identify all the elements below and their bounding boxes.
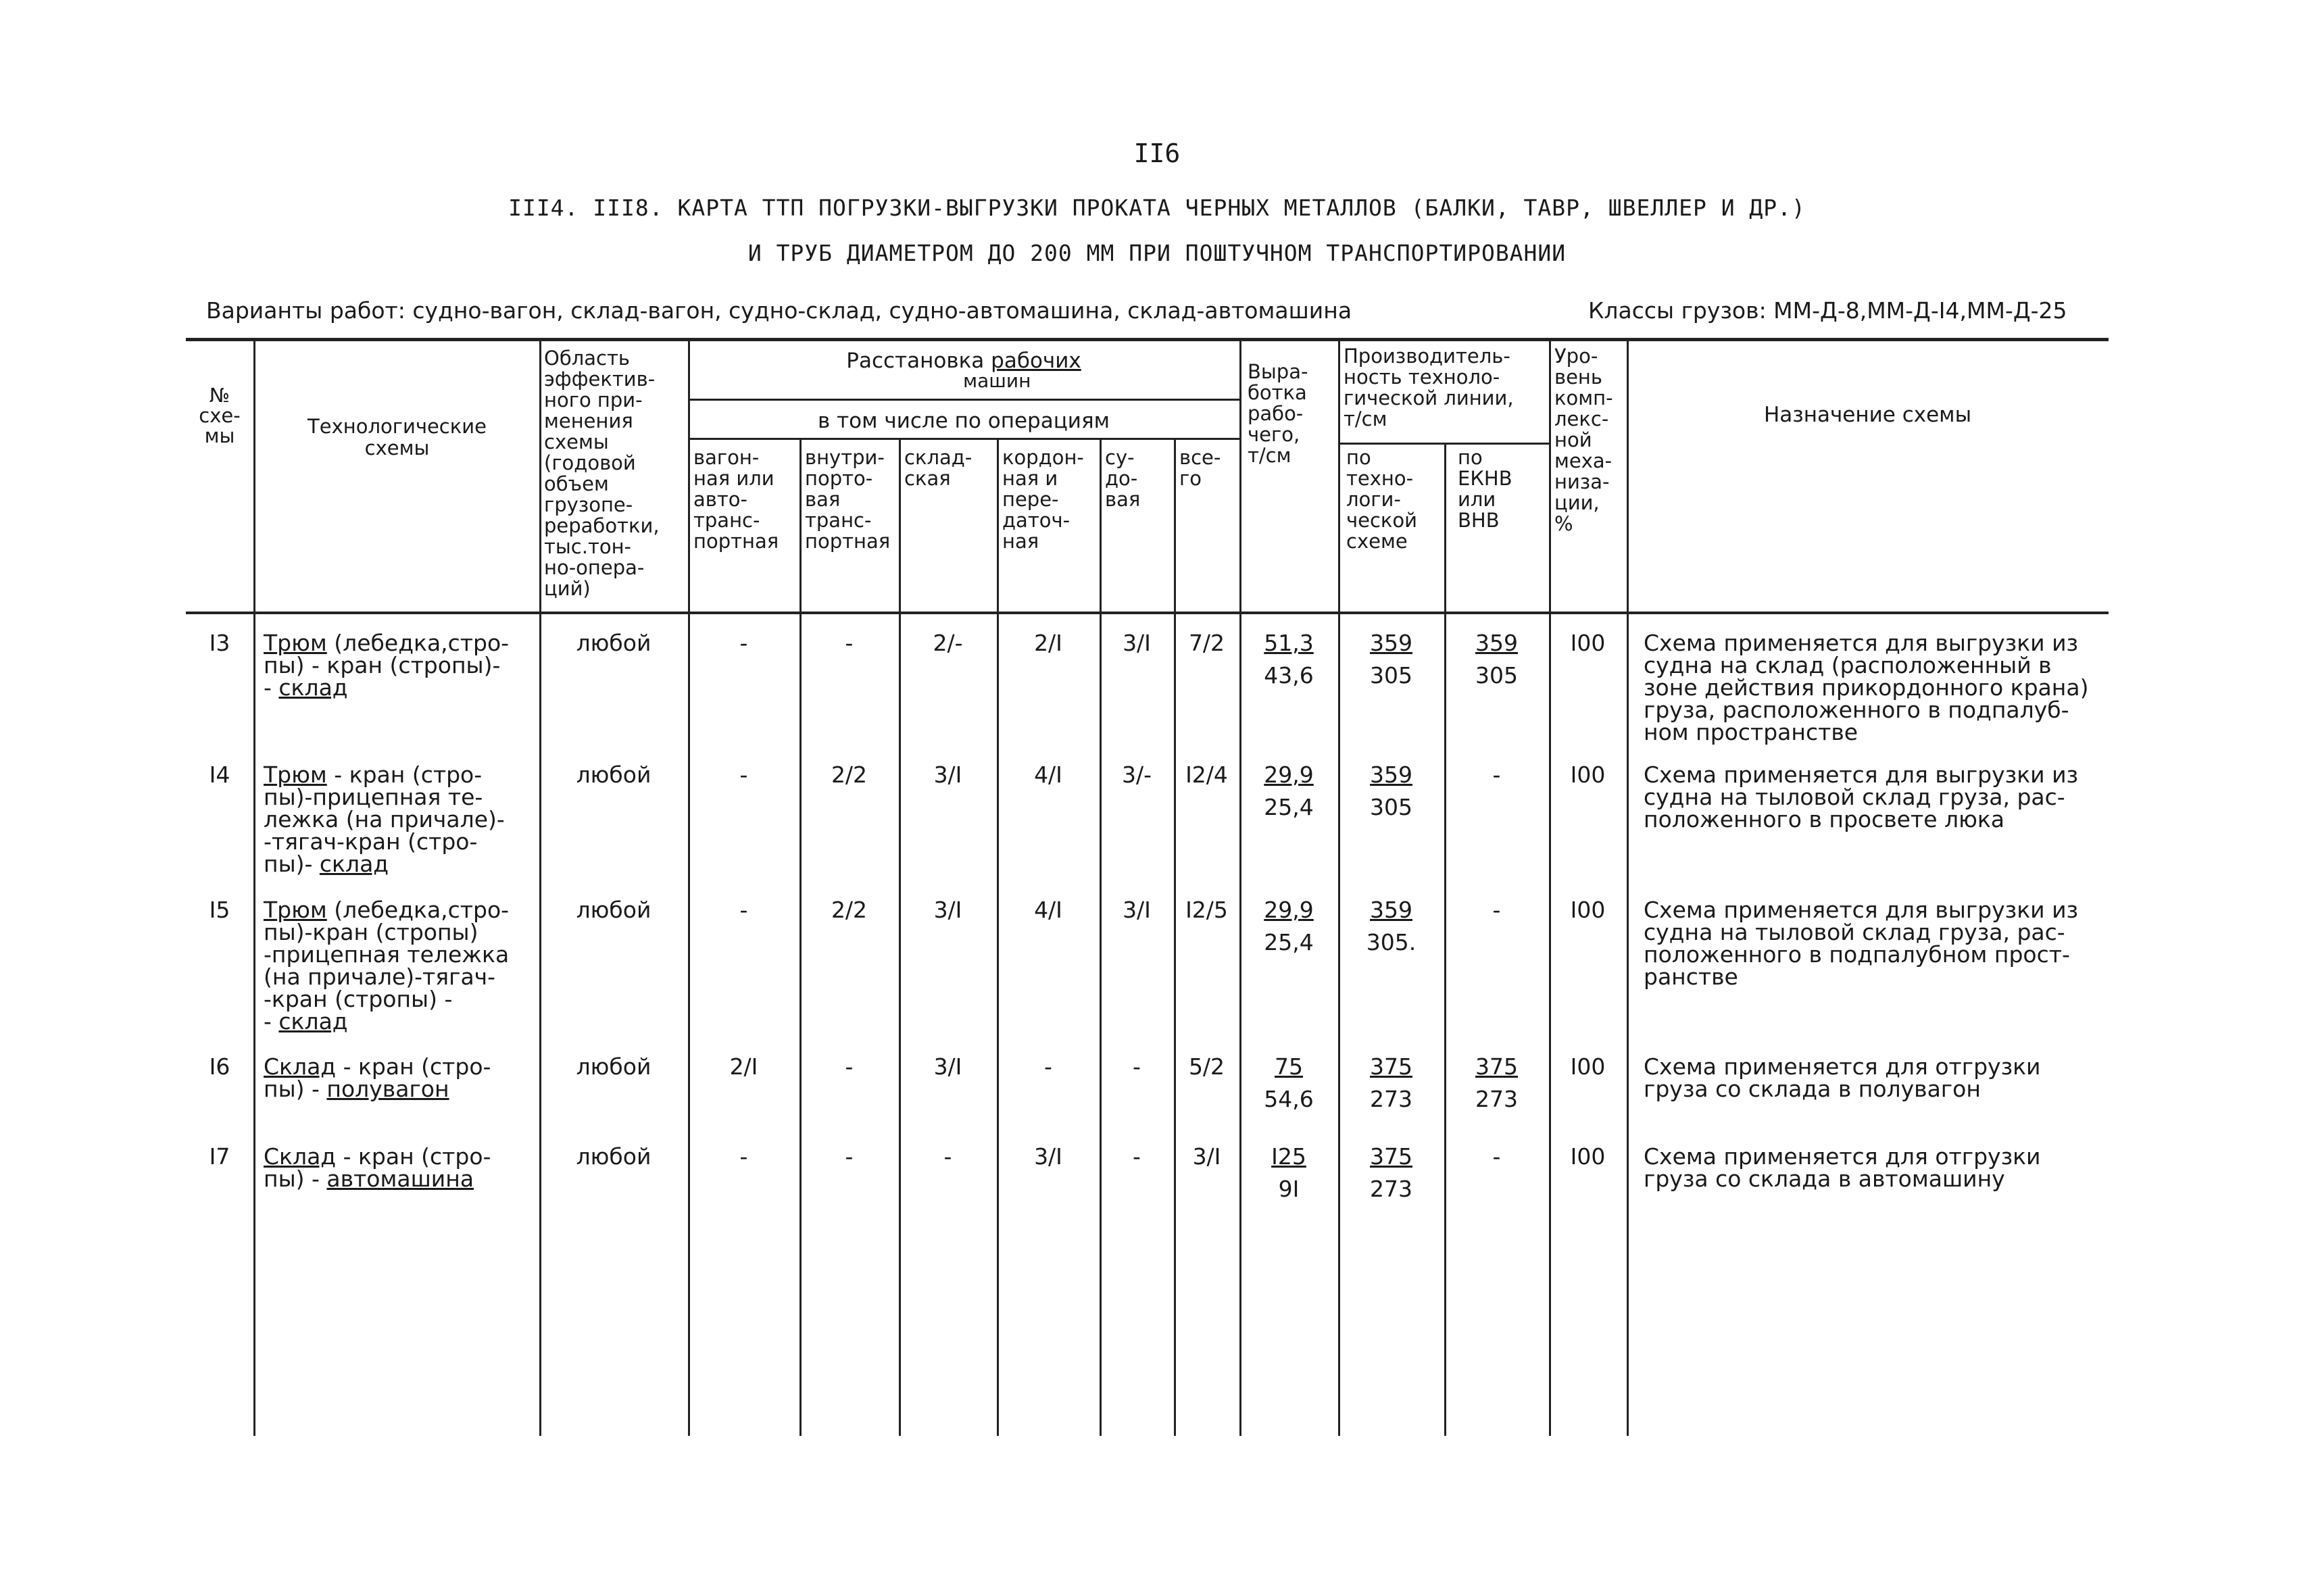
header-area-line: объем <box>544 472 609 495</box>
tech-term-underlined: Трюм <box>264 762 327 788</box>
header-area <box>544 348 689 599</box>
row-op-value: 3/- <box>1121 762 1152 788</box>
header-output-line: рабо- <box>1248 402 1304 425</box>
header-op-1-line: транс- <box>805 509 872 532</box>
tech-text: -тягач-кран (стро- <box>264 828 478 855</box>
header-op-3-line: кордон- <box>1002 446 1084 469</box>
row-prod-ekhv: - <box>1492 1143 1501 1170</box>
row-prod-scheme-bottom: 273 <box>1370 1176 1412 1202</box>
header-mech-level-line: комп- <box>1554 386 1613 409</box>
work-variants: Варианты работ: судно-вагон, склад-вагон, судно-склад, судно-автомашина, склад-автомашина <box>206 297 1352 324</box>
header-op-1 <box>805 447 897 552</box>
tech-text: лежка (на причале)- <box>264 806 505 832</box>
rule-placement-sub <box>688 399 1239 401</box>
row-output-bottom: 9I <box>1278 1176 1300 1202</box>
col-rule-0 <box>253 338 255 1436</box>
header-op-4-line: су- <box>1105 446 1135 469</box>
row-op-value: 4/I <box>1034 762 1062 788</box>
header-op-0-line: портная <box>693 530 779 553</box>
tech-line <box>264 1078 537 1100</box>
row-op-value: 3/I <box>1123 630 1151 656</box>
header-tech-schemes-line: Технологические <box>307 415 487 438</box>
tech-line <box>264 830 537 853</box>
row-prod-scheme-top: 375 <box>1370 1053 1412 1080</box>
header-op-1-line: внутри- <box>805 446 885 469</box>
row-mech-level: I00 <box>1570 1143 1606 1170</box>
op-rule-2 <box>997 439 999 1436</box>
header-area-line: схемы <box>544 430 609 453</box>
header-prod-by-scheme-line: ческой <box>1346 509 1418 532</box>
purpose-line: Схема применяется для выгрузки из <box>1644 630 2079 656</box>
row-op-value: - <box>845 1053 854 1080</box>
header-area-line: грузопе- <box>544 493 633 516</box>
header-prod-by-scheme-line: схеме <box>1346 530 1408 553</box>
header-op-1-line: порто- <box>805 467 873 490</box>
row-tech-scheme <box>264 764 537 875</box>
row-prod-scheme-top: 359 <box>1370 630 1412 656</box>
row-num: I6 <box>209 1053 230 1080</box>
tech-line <box>264 943 537 966</box>
tech-text: - кран (стро- <box>326 762 483 788</box>
row-op-value: - <box>845 1143 854 1170</box>
row-op-value: 3/I <box>933 897 962 923</box>
row-op-value: I2/4 <box>1185 762 1228 788</box>
header-op-2-line: ская <box>904 467 951 490</box>
tech-term-underlined: автомашина <box>326 1166 474 1192</box>
tech-text: - кран (стро- <box>336 1143 491 1170</box>
tech-term-underlined: Склад <box>264 1053 337 1080</box>
header-mech-level <box>1554 346 1629 534</box>
header-op-5-line: все- <box>1179 446 1221 469</box>
header-mech-level-line: меха- <box>1554 449 1613 472</box>
row-op-value: 3/I <box>1034 1143 1062 1170</box>
row-output-bottom: 25,4 <box>1264 794 1314 820</box>
title-line-2: И ТРУБ ДИАМЕТРОМ ДО 200 ММ ПРИ ПОШТУЧНОМ ТРАНСПОРТИРОВАНИИ <box>747 240 1567 266</box>
header-op-5-line: го <box>1179 467 1202 490</box>
row-output-bottom: 25,4 <box>1264 929 1314 955</box>
row-op-value: 2/2 <box>831 762 868 788</box>
row-mech-level: I00 <box>1570 630 1606 656</box>
header-op-1-line: вая <box>805 488 841 511</box>
header-op-0-line: ная или <box>693 467 774 490</box>
tech-term-underlined: полувагон <box>326 1076 449 1102</box>
header-op-0-line: авто- <box>693 488 747 511</box>
row-op-value: 2/I <box>1034 630 1062 656</box>
row-num: I7 <box>209 1143 230 1170</box>
tech-text: пы) - <box>264 1076 327 1102</box>
row-mech-level: I00 <box>1570 897 1606 923</box>
tech-term-underlined: склад <box>319 851 389 877</box>
header-scheme-number-line: мы <box>204 424 235 447</box>
header-prod-by-ekhv-line: ЕКНВ <box>1458 467 1512 490</box>
page-number: II6 <box>1133 139 1181 168</box>
purpose-line: Схема применяется для отгрузки <box>1644 1053 2041 1080</box>
header-output <box>1248 361 1342 466</box>
header-output-line: т/см <box>1248 444 1291 467</box>
row-mech-level: I00 <box>1570 762 1606 788</box>
header-including: в том числе по операциям <box>818 409 1110 433</box>
tech-term-underlined: склад <box>278 674 348 701</box>
header-output-line: чего, <box>1248 423 1300 446</box>
tech-term-underlined: Трюм <box>264 897 327 923</box>
tech-line <box>264 786 537 808</box>
tech-text: -кран (стропы) - <box>264 986 453 1012</box>
row-op-value: - <box>845 630 854 656</box>
purpose-line: судна на тыловой склад груза, рас- <box>1644 919 2065 945</box>
header-prod-by-scheme-line: логи- <box>1346 488 1401 511</box>
tech-line <box>264 921 537 943</box>
row-op-value: - <box>739 630 748 656</box>
row-purpose <box>1644 1055 2117 1100</box>
row-tech-scheme <box>264 1145 537 1190</box>
header-prod-by-scheme <box>1346 447 1441 552</box>
header-op-2 <box>904 447 995 489</box>
tech-term-underlined: Трюм <box>264 630 327 656</box>
header-mech-level-line: ции, <box>1554 491 1600 514</box>
tech-text: -прицепная тележка <box>264 941 510 968</box>
tech-text: пы)-прицепная те- <box>264 784 483 810</box>
tech-line <box>264 899 537 921</box>
header-op-4 <box>1105 447 1173 510</box>
row-area: любой <box>576 762 651 788</box>
row-purpose <box>1644 899 2117 988</box>
header-area-line: но-опера- <box>544 556 645 579</box>
header-output-line: Выра- <box>1248 360 1308 383</box>
row-output-top: 51,3 <box>1264 630 1314 656</box>
header-op-3-line: даточ- <box>1002 509 1070 532</box>
tech-term-underlined: склад <box>278 1008 348 1034</box>
row-tech-scheme <box>264 899 537 1032</box>
cargo-classes: Классы грузов: ММ-Д-8,ММ-Д-I4,ММ-Д-25 <box>1588 297 2067 324</box>
row-area: любой <box>576 1053 651 1080</box>
row-mech-level: I00 <box>1570 1053 1606 1080</box>
header-mech-level-line: низа- <box>1554 470 1610 493</box>
header-prod-by-scheme-line: техно- <box>1346 467 1414 490</box>
row-op-value: 3/I <box>1192 1143 1221 1170</box>
header-placement-sub: машин <box>963 370 1031 392</box>
row-prod-ekhv-bottom: 273 <box>1475 1086 1518 1112</box>
tech-text: - <box>264 674 279 701</box>
purpose-line: груза со склада в автомашину <box>1644 1166 2005 1192</box>
tech-text: - кран (стро- <box>336 1053 491 1080</box>
header-tech-schemes <box>260 416 534 459</box>
row-output-bottom: 54,6 <box>1264 1086 1314 1112</box>
header-scheme-number <box>189 385 250 446</box>
header-op-5 <box>1179 447 1238 489</box>
header-placement-text: Расстановка <box>846 349 991 373</box>
header-placement-underlined: рабочих <box>991 349 1081 373</box>
row-purpose <box>1644 764 2117 830</box>
purpose-line: судна на тыловой склад груза, рас- <box>1644 784 2065 810</box>
header-op-0-line: вагон- <box>693 446 760 469</box>
tech-line <box>264 808 537 830</box>
row-num: I4 <box>209 762 230 788</box>
header-prod-by-scheme-line: по <box>1346 446 1371 469</box>
row-prod-scheme-bottom: 273 <box>1370 1086 1412 1112</box>
row-output-bottom: 43,6 <box>1264 662 1314 689</box>
row-tech-scheme <box>264 1055 537 1100</box>
row-area: любой <box>576 630 651 656</box>
row-prod-scheme-top: 359 <box>1370 762 1412 788</box>
row-purpose <box>1644 632 2117 743</box>
tech-line <box>264 966 537 988</box>
tech-line <box>264 632 537 654</box>
row-purpose <box>1644 1145 2117 1190</box>
row-output-top: 29,9 <box>1264 897 1314 923</box>
row-op-value: - <box>1133 1143 1141 1170</box>
row-prod-scheme-bottom: 305. <box>1366 929 1417 955</box>
header-area-line: эффектив- <box>544 368 656 391</box>
tech-text: пы) - <box>264 1166 327 1192</box>
header-scheme-number-line: № <box>209 384 230 407</box>
rule-top <box>186 338 2109 341</box>
tech-text: пы)- <box>264 851 320 877</box>
tech-line <box>264 1168 537 1190</box>
row-prod-ekhv: - <box>1492 762 1501 788</box>
header-op-2-line: склад- <box>904 446 973 469</box>
row-op-value: - <box>739 1143 748 1170</box>
purpose-line: Схема применяется для выгрузки из <box>1644 897 2079 923</box>
col-rule-1 <box>539 338 541 1436</box>
header-mech-level-line: ной <box>1554 428 1592 451</box>
row-output-top: 29,9 <box>1264 762 1314 788</box>
tech-text: (лебедка,стро- <box>326 630 510 656</box>
header-prod-by-ekhv <box>1458 447 1546 531</box>
header-area-line: Область <box>544 347 630 370</box>
tech-text: пы)-кран (стропы) <box>264 919 478 945</box>
header-op-3-line: ная <box>1002 530 1039 553</box>
tech-line <box>264 853 537 875</box>
op-rule-3 <box>1100 439 1102 1436</box>
header-op-4-line: до- <box>1105 467 1138 490</box>
row-op-value: 2/I <box>729 1053 758 1080</box>
header-productivity-line: т/см <box>1344 407 1387 430</box>
row-op-value: 2/- <box>933 630 963 656</box>
tech-text: (лебедка,стро- <box>326 897 510 923</box>
header-op-0-line: транс- <box>693 509 760 532</box>
header-tech-schemes-line: схемы <box>364 437 430 459</box>
title-line-1: III4. III8. КАРТА ТТП ПОГРУЗКИ-ВЫГРУЗКИ ПРОКАТА ЧЕРНЫХ МЕТАЛЛОВ (БАЛКИ, ТАВР, ШВЕЛЛЕР И ДР.) <box>508 195 1806 221</box>
purpose-line: ном пространстве <box>1644 719 1858 745</box>
tech-line <box>264 1010 537 1032</box>
header-mech-level-line: вень <box>1554 366 1602 389</box>
purpose-line: положенного в просвете люка <box>1644 806 2005 832</box>
header-mech-level-line: лекс- <box>1554 407 1609 430</box>
row-num: I5 <box>209 897 230 923</box>
col-rule-3 <box>1239 338 1241 1436</box>
tech-text: - <box>264 1008 279 1034</box>
row-op-value: - <box>739 762 748 788</box>
tech-text: пы) - кран (стропы)- <box>264 652 501 678</box>
purpose-line: Схема применяется для выгрузки из <box>1644 762 2079 788</box>
header-mech-level-line: % <box>1554 512 1573 535</box>
row-op-value: 3/I <box>933 762 962 788</box>
col-rule-4 <box>1338 338 1340 1436</box>
row-tech-scheme <box>264 632 537 699</box>
header-area-line: ного при- <box>544 389 643 412</box>
tech-line <box>264 1145 537 1168</box>
header-op-1-line: портная <box>805 530 891 553</box>
op-rule-0 <box>799 439 802 1436</box>
tech-line <box>264 988 537 1010</box>
row-prod-ekhv-top: 375 <box>1475 1053 1518 1080</box>
tech-line <box>264 654 537 676</box>
header-op-0 <box>693 447 798 552</box>
row-area: любой <box>576 1143 651 1170</box>
row-op-value: 3/I <box>933 1053 962 1080</box>
header-prod-by-ekhv-line: или <box>1458 488 1496 511</box>
tech-line <box>264 764 537 786</box>
purpose-line: положенного в подпалубном прост- <box>1644 941 2070 968</box>
header-mech-level-line: Уро- <box>1554 345 1598 368</box>
col-rule-5 <box>1549 338 1551 1436</box>
row-num: I3 <box>209 630 230 656</box>
header-prod-by-ekhv-line: ВНВ <box>1458 509 1500 532</box>
row-op-value: 3/I <box>1123 897 1151 923</box>
row-op-value: - <box>739 897 748 923</box>
header-area-line: реработки, <box>544 514 660 537</box>
row-op-value: - <box>943 1143 952 1170</box>
purpose-line: судна на склад (расположенный в <box>1644 652 2052 678</box>
header-op-3-line: пере- <box>1002 488 1059 511</box>
header-placement <box>688 350 1239 372</box>
row-op-value: 7/2 <box>1188 630 1225 656</box>
header-op-3 <box>1002 447 1098 552</box>
header-area-line: (годовой <box>544 451 636 474</box>
rule-prod-sub <box>1338 443 1549 445</box>
row-op-value: 5/2 <box>1188 1053 1225 1080</box>
header-prod-by-ekhv-line: по <box>1458 446 1483 469</box>
row-prod-scheme-top: 375 <box>1370 1143 1412 1170</box>
tech-term-underlined: Склад <box>264 1143 337 1170</box>
header-area-line: менения <box>544 409 633 432</box>
rule-incl-bottom <box>688 438 1239 440</box>
row-op-value: 2/2 <box>831 897 868 923</box>
header-scheme-number-line: схе- <box>199 404 241 427</box>
row-output-top: I25 <box>1271 1143 1306 1170</box>
op-rule-1 <box>899 439 901 1436</box>
row-op-value: - <box>1133 1053 1141 1080</box>
purpose-line: ранстве <box>1644 964 1738 990</box>
purpose-line: груза, расположенного в подпалуб- <box>1644 697 2069 723</box>
purpose-line: Схема применяется для отгрузки <box>1644 1143 2041 1170</box>
row-prod-ekhv: - <box>1492 897 1501 923</box>
op-rule-4 <box>1174 439 1176 1436</box>
header-area-line: тыс.тон- <box>544 535 632 558</box>
row-prod-ekhv-top: 359 <box>1475 630 1518 656</box>
row-output-top: 75 <box>1275 1053 1303 1080</box>
row-op-value: I2/5 <box>1185 897 1228 923</box>
header-area-line: ций) <box>544 577 591 600</box>
header-op-3-line: ная и <box>1002 467 1058 490</box>
header-output-line: ботка <box>1248 381 1307 404</box>
purpose-line: зоне действия прикордонного крана) <box>1644 674 2089 701</box>
header-purpose: Назначение схемы <box>1763 403 1972 427</box>
row-area: любой <box>576 897 651 923</box>
tech-line <box>264 676 537 699</box>
row-prod-scheme-bottom: 305 <box>1370 662 1412 689</box>
purpose-line: груза со склада в полувагон <box>1644 1076 1981 1102</box>
header-productivity-line: гической линии, <box>1344 386 1514 409</box>
header-op-4-line: вая <box>1105 488 1141 511</box>
row-prod-ekhv-bottom: 305 <box>1475 662 1518 689</box>
header-productivity-line: Производитель- <box>1344 345 1510 368</box>
tech-line <box>264 1055 537 1078</box>
header-productivity <box>1344 346 1526 430</box>
row-op-value: - <box>1044 1053 1052 1080</box>
header-productivity-line: ность техноло- <box>1344 366 1500 389</box>
row-op-value: 4/I <box>1034 897 1062 923</box>
prod-sub-rule <box>1444 443 1446 1436</box>
row-prod-scheme-bottom: 305 <box>1370 794 1412 820</box>
tech-text: (на причале)-тягач- <box>264 964 496 990</box>
rule-header-bottom <box>186 612 2109 614</box>
row-prod-scheme-top: 359 <box>1370 897 1412 923</box>
